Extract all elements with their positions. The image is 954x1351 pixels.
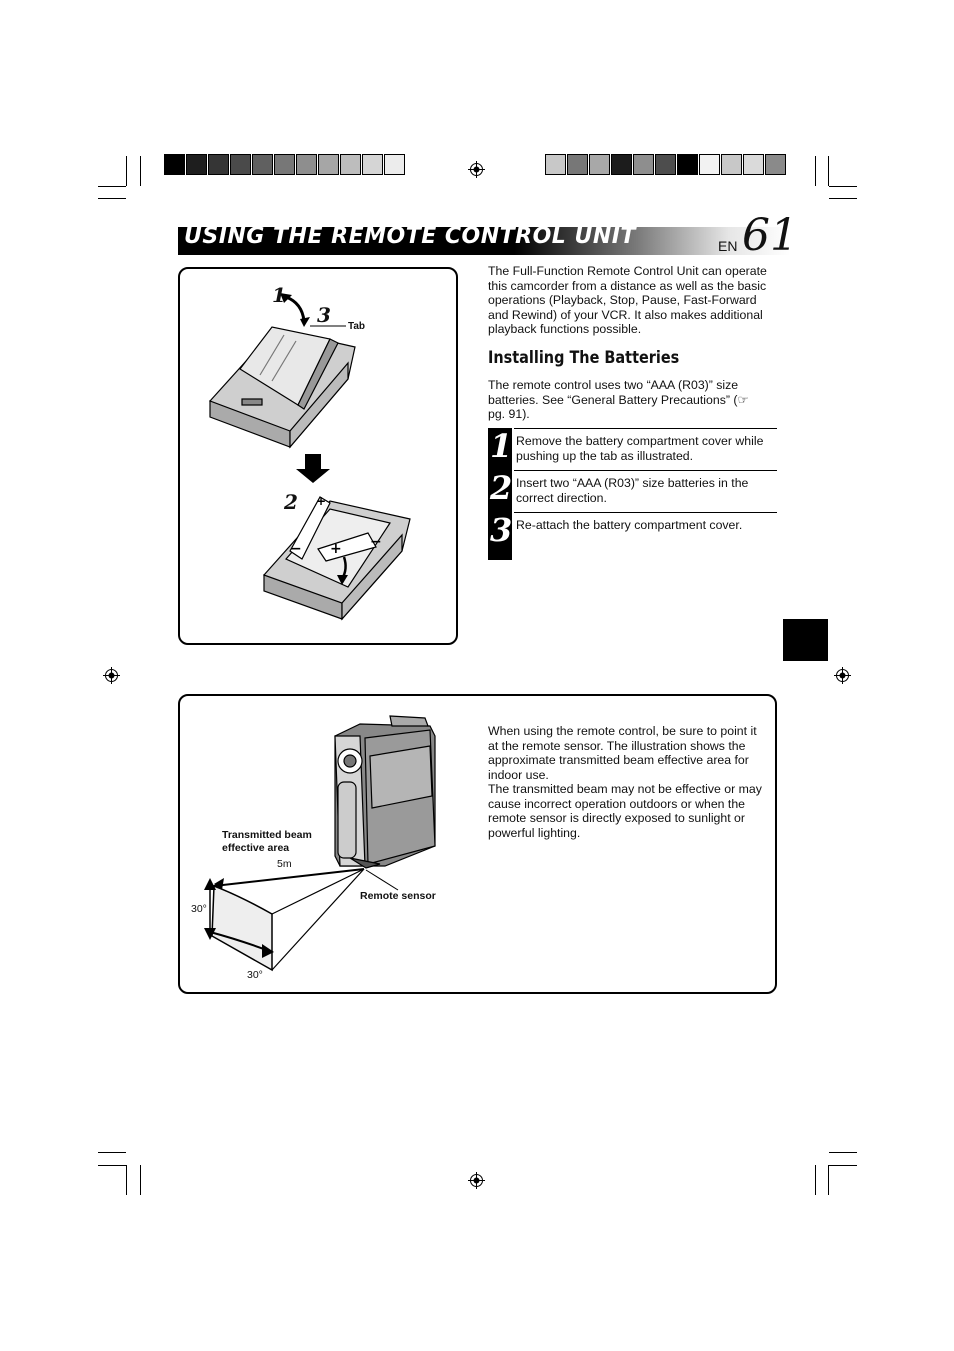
color-swatch	[633, 154, 654, 175]
color-swatch	[274, 154, 295, 175]
color-swatch	[318, 154, 339, 175]
step-divider	[514, 428, 777, 429]
sensor-paragraph-1: When using the remote control, be sure to point it at the remote sensor. The illustration shows the approximate transmitted beam effective area for indoor use.	[488, 724, 757, 782]
crop-mark	[829, 1165, 857, 1166]
color-swatch	[208, 154, 229, 175]
color-swatch	[589, 154, 610, 175]
sensor-paragraph-2: The transmitted beam may not be effective or may cause incorrect operation outdoors or when the remote sensor is directly exposed to sunlight or powerful lighting.	[488, 782, 762, 840]
color-swatch	[362, 154, 383, 175]
color-swatch	[384, 154, 405, 175]
crop-mark	[815, 1165, 816, 1195]
svg-text:−: −	[370, 534, 382, 550]
distance-label: 5m	[277, 858, 292, 870]
color-swatch	[186, 154, 207, 175]
color-swatch	[765, 154, 786, 175]
section-heading: Installing The Batteries	[488, 348, 680, 368]
svg-text:−: −	[290, 541, 302, 557]
crop-mark	[126, 1165, 127, 1195]
registration-mark-icon	[468, 1172, 485, 1189]
color-swatch	[164, 154, 185, 175]
step-number: 1	[490, 427, 513, 465]
language-label: EN	[718, 238, 738, 254]
crop-mark	[98, 1165, 126, 1166]
step-divider	[514, 470, 777, 471]
intro-paragraph: The Full-Function Remote Control Unit can operate this camcorder from a distance as well as the basic operations (Playback, Stop, Pause, Fast-Forward and Rewind) of your VCR. It also makes additional playback functions possible.	[488, 264, 767, 337]
step-number: 3	[490, 511, 513, 549]
step-label-3: 3	[317, 303, 331, 327]
registration-mark-icon	[834, 667, 851, 684]
crop-mark	[98, 186, 126, 187]
color-swatch	[296, 154, 317, 175]
beam-label: Transmitted beam effective area	[222, 829, 312, 854]
crop-mark	[829, 1152, 857, 1153]
crop-mark	[828, 156, 829, 186]
crop-mark	[140, 1165, 141, 1195]
registration-mark-icon	[103, 667, 120, 684]
step-divider	[514, 512, 777, 513]
step-number: 2	[490, 469, 513, 507]
step-text: Insert two “AAA (R03)” size batteries in the correct direction.	[516, 476, 749, 505]
crop-mark	[829, 186, 857, 187]
crop-mark	[98, 1152, 126, 1153]
batteries-paragraph: The remote control uses two “AAA (R03)” size batteries. See “General Battery Precautions” (☞ pg. 91).	[488, 378, 749, 422]
crop-mark	[828, 1165, 829, 1195]
vertical-angle-label: 30°	[191, 903, 207, 915]
color-swatch	[230, 154, 251, 175]
registration-mark-icon	[468, 161, 485, 178]
page-title: USING THE REMOTE CONTROL UNIT	[184, 224, 636, 249]
color-swatch	[545, 154, 566, 175]
crop-mark	[140, 156, 141, 186]
step-label-1: 1	[272, 283, 286, 307]
color-swatch	[611, 154, 632, 175]
color-swatch	[252, 154, 273, 175]
page-number: 61	[742, 210, 798, 261]
horizontal-angle-label: 30°	[247, 969, 263, 981]
svg-text:+: +	[316, 494, 327, 508]
crop-mark	[829, 198, 857, 199]
color-swatch	[721, 154, 742, 175]
step-text: Re-attach the battery compartment cover.	[516, 518, 743, 532]
section-tab-marker	[783, 619, 828, 661]
color-swatch	[677, 154, 698, 175]
crop-mark	[126, 156, 127, 186]
svg-text:+: +	[330, 541, 342, 557]
crop-mark	[815, 156, 816, 186]
color-swatch	[655, 154, 676, 175]
color-swatch	[340, 154, 361, 175]
remote-sensor-label: Remote sensor	[360, 890, 436, 902]
crop-mark	[98, 198, 126, 199]
color-swatch	[743, 154, 764, 175]
tab-label: Tab	[348, 321, 366, 332]
step-text: Remove the battery compartment cover while pushing up the tab as illustrated.	[516, 434, 764, 463]
color-swatch	[567, 154, 588, 175]
step-label-2: 2	[284, 490, 298, 514]
color-swatch	[699, 154, 720, 175]
